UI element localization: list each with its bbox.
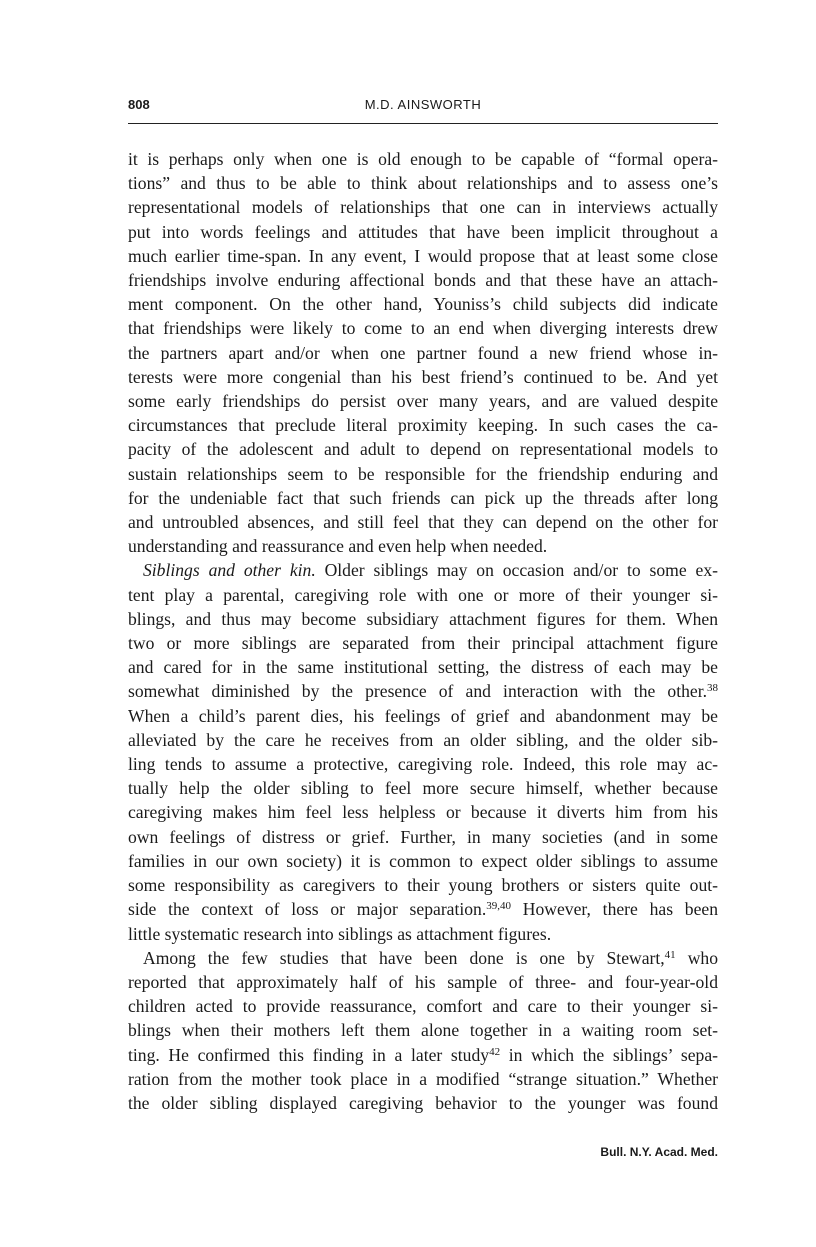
text-line: ling tends to assume a protective, caregiving role. Indeed, this role may ac- (128, 754, 718, 775)
text-run: ting. He confirmed this finding in a later study (128, 1044, 490, 1065)
reference-superscript: 41 (664, 948, 676, 961)
text-line: tually help the older sibling to feel more secure himself, whether because (128, 778, 718, 799)
text-line: that friendships were likely to come to an end when diverging interests drew (128, 318, 718, 339)
paragraph-1 (128, 147, 718, 558)
text-line (128, 897, 718, 921)
text-line: little systematic research into siblings as attachment figures. (128, 923, 552, 944)
text-line: the partners apart and/or when one partner found a new friend whose in- (128, 342, 718, 363)
text-line: and untroubled absences, and still feel that they can depend on the other for (128, 512, 718, 533)
paragraph-3 (128, 946, 718, 1115)
text-line: terests were more congenial than his best friend’s continued to be. And yet (128, 366, 718, 387)
text-line: some responsibility as caregivers to their young brothers or sisters quite out- (128, 875, 718, 896)
reference-superscript: 42 (489, 1045, 501, 1058)
text-line (128, 679, 718, 703)
text-line: ment component. On the other hand, Youniss’s child subjects did indicate (128, 294, 718, 315)
text-line: representational models of relationships that one can in interviews actually (128, 197, 718, 218)
text-line: families in our own society) it is common to expect older siblings to assume (128, 850, 718, 871)
page-header (128, 97, 718, 124)
text-line: reported that approximately half of his sample of three- and four-year-old (128, 971, 718, 992)
text-run: side the context of loss or major separation. (128, 899, 487, 920)
text-run: who (675, 947, 718, 968)
text-line: tions” and thus to be able to think about relationships and to assess one’s (128, 173, 718, 194)
text-line: own feelings of distress or grief. Further, in many societies (and in some (128, 826, 718, 847)
text-line (128, 558, 718, 582)
text-line: sustain relationships seem to be responsible for the friendship enduring and (128, 463, 718, 484)
paragraph-2 (128, 558, 718, 945)
text-line: for the undeniable fact that such friends can pick up the threads after long (128, 487, 718, 508)
text-line: and cared for in the same institutional setting, the distress of each may be (128, 657, 718, 678)
text-line: pacity of the adolescent and adult to depend on representational models to (128, 439, 718, 460)
text-run: in which the siblings’ sepa- (500, 1044, 719, 1065)
text-line: it is perhaps only when one is old enough to be capable of “formal opera- (128, 149, 718, 169)
journal-footer: Bull. N.Y. Acad. Med. (600, 1145, 718, 1159)
text-line: the older sibling displayed caregiving behavior to the younger was found (128, 1092, 718, 1113)
text-line: When a child’s parent dies, his feelings of grief and abandonment may be (128, 705, 718, 726)
text-line: some early friendships do persist over many years, and are valued despite (128, 391, 718, 412)
text-run: However, there has been (511, 899, 718, 920)
page-number: 808 (128, 97, 150, 112)
text-line (128, 1043, 718, 1067)
text-line: ration from the mother took place in a modified “strange situation.” Whether (128, 1068, 718, 1089)
text-line: circumstances that preclude literal proximity keeping. In such cases the ca- (128, 415, 718, 436)
text-line: blings when their mothers left them alone together in a waiting room set- (128, 1020, 718, 1041)
text-run: Older siblings may on occasion and/or to some ex- (315, 560, 718, 581)
text-line: much earlier time-span. In any event, I would propose that at least some close (128, 245, 718, 266)
running-head: M.D. AINSWORTH (364, 97, 482, 112)
reference-superscript: 39,40 (486, 900, 512, 913)
text-line: put into words feelings and attitudes that have been implicit throughout a (128, 221, 718, 242)
text-line: children acted to provide reassurance, comfort and care to their younger si- (128, 996, 718, 1017)
text-line: understanding and reassurance and even help when needed. (128, 536, 548, 557)
text-run: Among the few studies that have been done is one by Stewart, (143, 947, 665, 968)
text-line: blings, and thus may become subsidiary attachment figures for them. When (128, 608, 718, 629)
text-line: alleviated by the care he receives from an older sibling, and the older sib- (128, 729, 718, 750)
section-run-in-heading: Siblings and other kin. (143, 560, 316, 581)
text-line: friendships involve enduring affectional bonds and that these have an attach- (128, 270, 718, 291)
reference-superscript: 38 (707, 682, 718, 695)
text-line: tent play a parental, caregiving role with one or more of their younger si- (128, 584, 718, 605)
text-line: caregiving makes him feel less helpless or because it diverts him from his (128, 802, 718, 823)
text-line: two or more siblings are separated from their principal attachment figure (128, 633, 718, 654)
body-text (128, 147, 718, 1115)
text-run: somewhat diminished by the presence of and interaction with the other. (128, 681, 707, 702)
text-line (128, 946, 718, 970)
